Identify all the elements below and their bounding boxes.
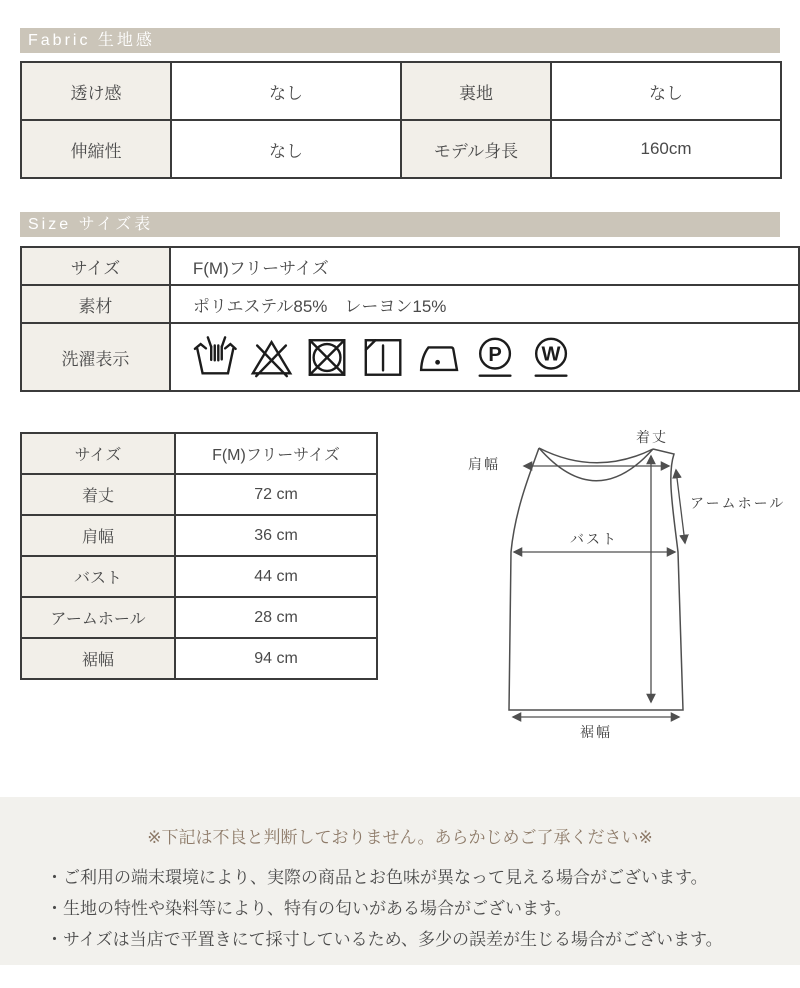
- fabric-section-header: Fabric 生地感: [20, 28, 780, 53]
- measure-label-hem: 裾幅: [21, 638, 175, 679]
- disclaimer-item: ・生地の特性や染料等により、特有の匂いがある場合がございます。: [46, 899, 572, 918]
- iron-low-heat-icon: [417, 334, 463, 380]
- measurements-section: [0, 429, 800, 745]
- care-label: 洗濯表示: [21, 323, 170, 391]
- measure-value-length: 72 cm: [175, 474, 377, 515]
- dry-clean-p-gentle-icon: [473, 334, 519, 380]
- fabric-label-sheerness: 透け感: [21, 62, 171, 120]
- table-row: [21, 556, 377, 597]
- measure-value-size: F(M)フリーサイズ: [175, 433, 377, 474]
- diagram-label-length: 着丈: [636, 429, 668, 445]
- table-row: [21, 474, 377, 515]
- measure-value-hem: 94 cm: [175, 638, 377, 679]
- disclaimer-title: ※下記は不良と判断しておりません。あらかじめご了承ください※: [147, 828, 653, 847]
- measure-value-armhole: 28 cm: [175, 597, 377, 638]
- disclaimer-item: ・ご利用の端末環境により、実際の商品とお色味が異なって見える場合がございます。: [46, 868, 708, 887]
- care-symbols-cell: [170, 323, 799, 391]
- material-label: 素材: [21, 285, 170, 323]
- do-not-tumble-dry-icon: [305, 334, 351, 380]
- fabric-label-lining: 裏地: [401, 62, 551, 120]
- do-not-bleach-icon: [249, 334, 295, 380]
- table-row: [21, 62, 781, 120]
- table-row: [21, 515, 377, 556]
- line-dry-in-shade-icon: [361, 334, 407, 380]
- diagram-label-bust: バスト: [570, 531, 618, 547]
- measure-value-shoulder: 36 cm: [175, 515, 377, 556]
- diagram-label-armhole: アームホール: [690, 495, 786, 511]
- disclaimer-list: [0, 848, 800, 955]
- table-row: [21, 638, 377, 679]
- hand-wash-icon: [193, 334, 239, 380]
- fabric-table: [20, 61, 782, 179]
- diagram-label-hem: 裾幅: [580, 724, 612, 740]
- measure-label-bust: バスト: [21, 556, 175, 597]
- measure-label-length: 着丈: [21, 474, 175, 515]
- table-row: [21, 120, 781, 178]
- fabric-label-stretch: 伸縮性: [21, 120, 171, 178]
- table-row: [21, 597, 377, 638]
- disclaimer-notes-box: [0, 797, 800, 965]
- measure-label-armhole: アームホール: [21, 597, 175, 638]
- fabric-value-model-height: 160cm: [551, 120, 781, 178]
- measurements-table: [20, 432, 378, 680]
- table-row: [21, 285, 799, 323]
- table-row: [21, 433, 377, 474]
- svg-text:W: W: [541, 343, 561, 366]
- size-label: サイズ: [21, 247, 170, 285]
- garment-measurement-diagram: [426, 415, 798, 745]
- measure-label-size: サイズ: [21, 433, 175, 474]
- fabric-value-lining: なし: [551, 62, 781, 120]
- size-section-header: Size サイズ表: [20, 212, 780, 237]
- disclaimer-item: ・サイズは当店で平置きにて採寸しているため、多少の誤差が生じる場合がございます。: [46, 930, 723, 949]
- size-info-table: [20, 246, 800, 392]
- size-value: F(M)フリーサイズ: [170, 247, 799, 285]
- fabric-value-stretch: なし: [171, 120, 401, 178]
- diagram-label-shoulder: 肩幅: [468, 456, 500, 472]
- fabric-value-sheerness: なし: [171, 62, 401, 120]
- material-value: ポリエステル85% レーヨン15%: [170, 285, 799, 323]
- measure-label-shoulder: 肩幅: [21, 515, 175, 556]
- wet-clean-w-gentle-icon: [529, 334, 575, 380]
- table-row: [21, 323, 799, 391]
- measure-value-bust: 44 cm: [175, 556, 377, 597]
- care-icons-row: [193, 334, 797, 380]
- table-row: [21, 247, 799, 285]
- fabric-label-model-height: モデル身長: [401, 120, 551, 178]
- svg-text:P: P: [488, 343, 502, 366]
